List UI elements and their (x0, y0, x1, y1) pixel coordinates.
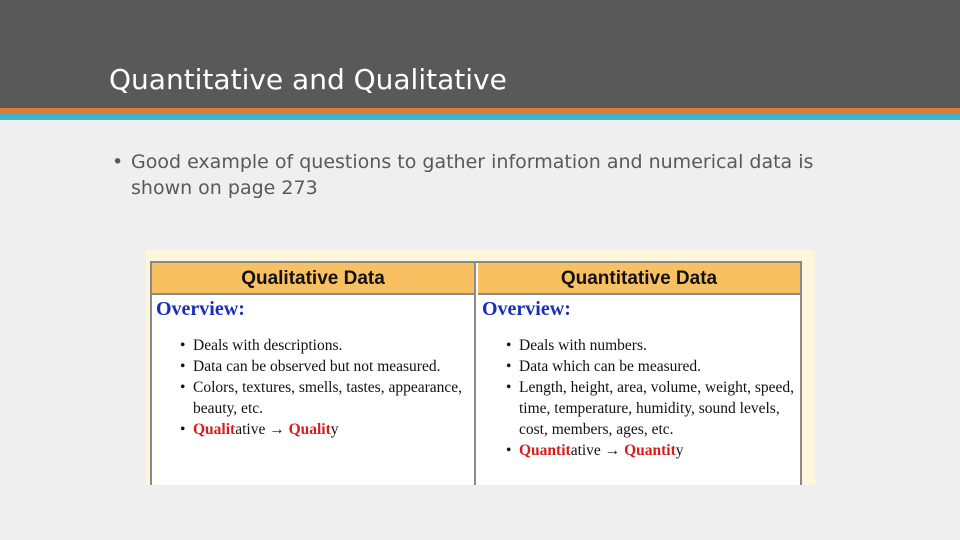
example-plain-1: ative (235, 421, 266, 438)
qualitative-example (180, 419, 474, 440)
quantitative-list (478, 335, 800, 461)
example-red-1: Qualit (193, 421, 236, 438)
slide-title: Quantitative and Qualitative (109, 63, 507, 96)
example-plain-2: y (330, 421, 339, 438)
qualitative-column (152, 263, 476, 485)
arrow-icon: → (265, 421, 289, 438)
quantitative-header: Quantitative Data (478, 263, 800, 295)
list-item: • Length, height, area, volume, weight, speed, time, temperature, humidity, sound levels, cost, members, ages, etc. (506, 377, 800, 440)
comparison-table-image (146, 250, 815, 485)
list-item: • Deals with numbers. (506, 335, 800, 356)
list-item: • Colors, textures, smells, tastes, appearance, beauty, etc. (180, 377, 474, 419)
list-item: • Deals with descriptions. (180, 335, 474, 356)
example-plain-1: ative (570, 442, 601, 459)
example-red-2: Quantit (624, 442, 676, 459)
quantitative-column (478, 263, 800, 485)
example-red-1: Quantit (519, 442, 571, 459)
quantitative-overview-label: Overview: (482, 298, 571, 320)
example-red-2: Qualit (288, 421, 331, 438)
list-item: • Data which can be measured. (506, 356, 800, 377)
list-item: • Data can be observed but not measured. (180, 356, 474, 377)
arrow-icon: → (600, 442, 625, 459)
qualitative-header: Qualitative Data (152, 263, 474, 295)
qualitative-list (152, 335, 474, 440)
example-plain-2: y (675, 442, 684, 459)
accent-stripe-teal (0, 113, 960, 120)
quantitative-example (506, 440, 800, 461)
bullet-text: Good example of questions to gather information and numerical data is shown on page 273 (131, 151, 814, 199)
bullet-point (112, 149, 832, 201)
bullet-glyph: • (112, 151, 124, 173)
title-bar (0, 0, 960, 108)
qualitative-overview-label: Overview: (156, 298, 245, 320)
comparison-table (150, 261, 802, 485)
